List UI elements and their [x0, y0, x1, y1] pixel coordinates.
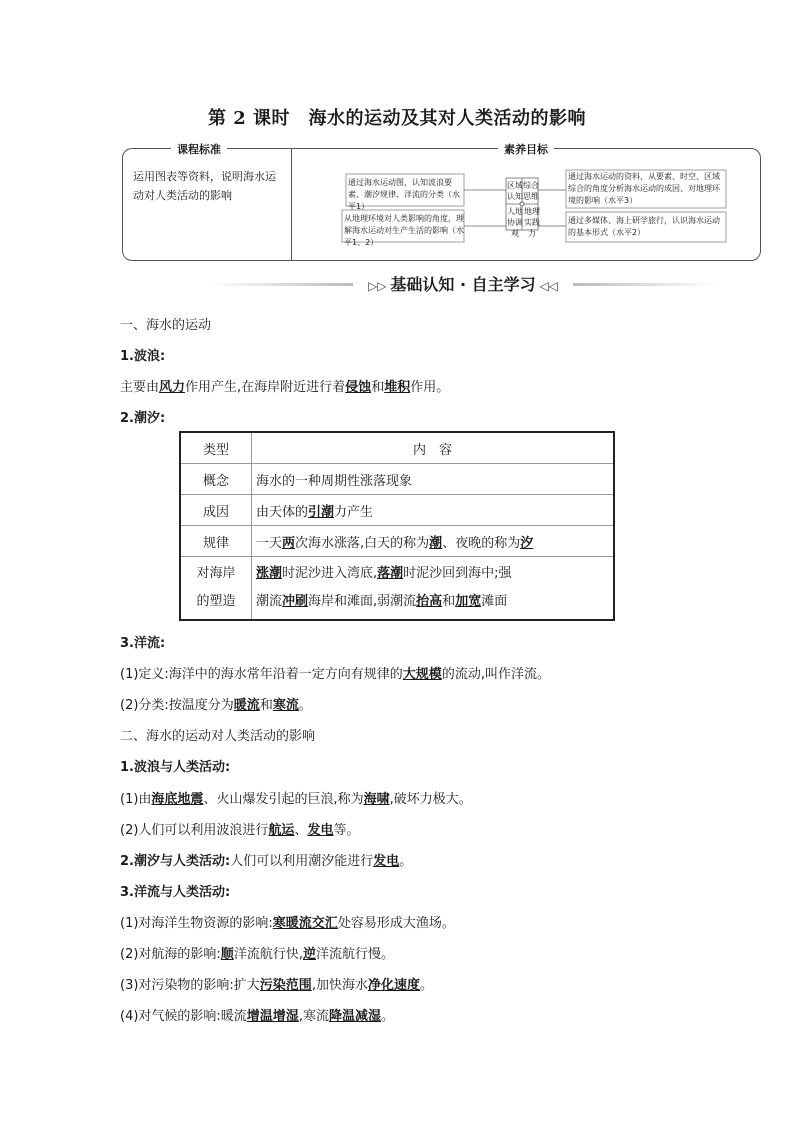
standards-text: 运用图表等资料，说明海水运动对人类活动的影响 [133, 170, 276, 202]
goal-right-bottom: 通过多媒体、海上研学旅行，认识海水运动的基本形式（水平2） [568, 216, 720, 237]
table-row: 成因 由天体的引潮力产生 [180, 495, 614, 526]
core-regional: 区域认知 [507, 181, 523, 201]
table-row: 对海岸 的塑造 涨潮时泥沙进入湾底,落潮时泥沙回到海中;强 潮流冲刷海岸和滩面,弱潮流抬高和加宽滩面 [180, 557, 614, 621]
tide-heading: 2.潮汐: [120, 411, 166, 426]
current-human-2: (2)对航海的影响:顺洋流航行快,逆洋流航行慢。 [120, 947, 394, 962]
band-arrow-right-icon: ◁◁ [535, 279, 558, 293]
current-definition: (1)定义:海洋中的海水常年沿着一定方向有规律的大规模的流动,叫作洋流。 [120, 667, 550, 682]
section-band [208, 270, 718, 298]
table-row: 类型 内 容 [180, 432, 614, 464]
goal-left-top: 通过海水运动图，认知波浪要素、潮汐规律、洋流的分类（水平1） [348, 178, 460, 211]
wave-heading: 1.波浪: [120, 349, 166, 364]
goal-left-bottom: 从地理环境对人类影响的角度，理解海水运动对生产生活的影响（水平1、2） [344, 214, 464, 247]
page-title: 第 2 课时 海水的运动及其对人类活动的影响 [207, 108, 587, 129]
table-row: 规律 一天两次海水涨落,白天的称为潮、夜晚的称为汐 [180, 526, 614, 557]
wave-human-2: (2)人们可以利用波浪进行航运、发电等。 [120, 823, 360, 838]
wave-text: 主要由风力作用产生,在海岸附近进行着侵蚀和堆积作用。 [120, 380, 450, 395]
current-human-4: (4)对气候的影响:暖流增温增湿,寒流降温减湿。 [120, 1009, 394, 1024]
band-subtitle: 自主学习 [471, 275, 536, 294]
band-arrow-left-icon: ▷▷ [368, 279, 391, 293]
current-classification: (2)分类:按温度分为暖流和寒流。 [120, 698, 312, 713]
core-practice: 地理实践力 [524, 207, 540, 238]
table-row: 概念 海水的一种周期性涨落现象 [180, 464, 614, 495]
current-human-3: (3)对污染物的影响:扩大污染范围,加快海水净化速度。 [120, 978, 433, 993]
current-human-heading: 3.洋流与人类活动: [120, 885, 231, 900]
section2-heading: 二、海水的运动对人类活动的影响 [120, 729, 316, 744]
goals-label: 素养目标 [498, 141, 554, 157]
current-heading: 3.洋流: [120, 636, 166, 651]
tide-table [179, 431, 615, 621]
tide-human: 2.潮汐与人类活动:人们可以利用潮汐能进行发电。 [120, 854, 413, 869]
wave-human-heading: 1.波浪与人类活动: [120, 760, 231, 775]
core-harmony: 人地协调观 [507, 207, 523, 238]
core-comprehensive: 综合思维 [523, 181, 539, 201]
band-dot: · [459, 275, 467, 294]
section1-heading: 一、海水的运动 [120, 318, 212, 333]
standards-label: 课程标准 [171, 141, 227, 157]
wave-human-1: (1)由海底地震、火山爆发引起的巨浪,称为海啸,破坏力极大。 [120, 792, 472, 807]
band-title: 基础认知 [390, 275, 455, 294]
goal-right-top: 通过海水运动的资料，从要素、时空、区域综合的角度分析海水运动的成因、对地理环境的影响（水平3） [568, 172, 720, 205]
current-human-1: (1)对海洋生物资源的影响:寒暖流交汇处容易形成大渔场。 [120, 916, 455, 931]
